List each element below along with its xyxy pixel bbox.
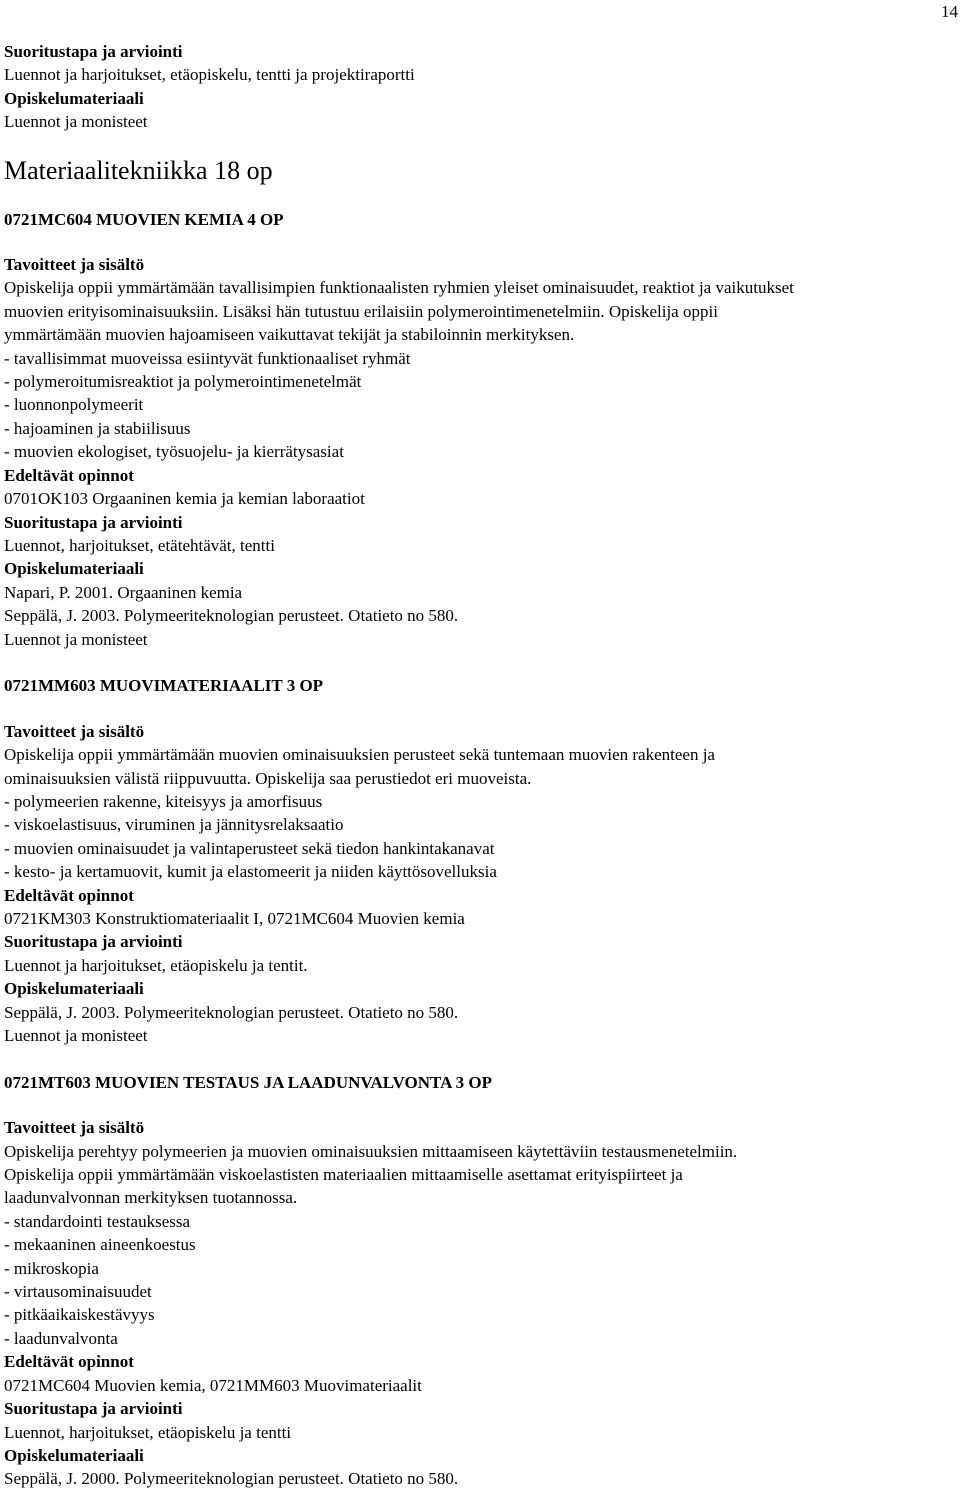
topic-item: - kesto- ja kertamuovit, kumit ja elastomeerit ja niiden käyttösovelluksia [4, 862, 497, 882]
intro-method-text: Luennot ja harjoitukset, etäopiskelu, tentti ja projektiraportti [4, 65, 415, 85]
topic-item: - mikroskopia [4, 1258, 99, 1278]
goals-label: Tavoitteet ja sisältö [4, 255, 145, 275]
intro-block [4, 40, 954, 134]
material-item: Luennot ja monisteet [4, 629, 148, 649]
page-number: 14 [941, 2, 958, 21]
course-block [4, 674, 954, 1047]
topic-item: - hajoaminen ja stabiilisuus [4, 418, 191, 438]
topic-item: - pitkäaikaiskestävyys [4, 1305, 155, 1325]
topic-item: - luonnonpolymeerit [4, 395, 144, 415]
goals-label: Tavoitteet ja sisältö [4, 1118, 145, 1138]
material-item: Seppälä, J. 2003. Polymeeriteknologian perusteet. Otatieto no 580. [4, 606, 459, 626]
course-title: 0721MC604 MUOVIEN KEMIA 4 OP [4, 209, 284, 229]
topic-item: - polymeroitumisreaktiot ja polymerointimenetelmät [4, 372, 362, 392]
goals-line: Opiskelija oppii ymmärtämään viskoelastisten materiaalien mittaamiselle asettamat erityispiirteet ja [4, 1165, 683, 1185]
goals-line: ominaisuuksien välistä riippuvuutta. Opiskelija saa perustiedot eri muoveista. [4, 768, 532, 788]
goals-line: Opiskelija oppii ymmärtämään muovien ominaisuuksien perusteet sekä tuntemaan muovien rakenteen ja [4, 745, 715, 765]
goals-line: laadunvalvonnan merkityksen tuotannossa. [4, 1188, 298, 1208]
method-label: Suoritustapa ja arviointi [4, 932, 183, 952]
topic-item: - polymeerien rakenne, kiteisyys ja amorfisuus [4, 791, 323, 811]
section-heading: Materiaalitekniikka 18 op [4, 155, 273, 185]
topic-item: - viskoelastisuus, viruminen ja jännitysrelaksaatio [4, 815, 344, 835]
goals-line: Opiskelija oppii ymmärtämään tavallisimpien funktionaalisten ryhmien yleiset ominaisuudet, reaktiot ja vaikutukset [4, 278, 794, 298]
method-label: Suoritustapa ja arviointi [4, 1399, 183, 1419]
method-text: Luennot, harjoitukset, etäopiskelu ja tentti [4, 1422, 292, 1442]
course-title: 0721MT603 MUOVIEN TESTAUS JA LAADUNVALVONTA 3 OP [4, 1072, 493, 1092]
topic-item: - standardointi testauksessa [4, 1211, 191, 1231]
prereq-text: 0721MC604 Muovien kemia, 0721MM603 Muovimateriaalit [4, 1375, 422, 1395]
method-label: Suoritustapa ja arviointi [4, 512, 183, 532]
intro-material-label: Opiskelumateriaali [4, 88, 144, 108]
goals-line: ymmärtämään muovien hajoamiseen vaikuttavat tekijät ja stabiloinnin merkityksen. [4, 325, 575, 345]
material-label: Opiskelumateriaali [4, 559, 144, 579]
material-item: Napari, P. 2001. Orgaaninen kemia [4, 582, 243, 602]
course-title: 0721MM603 MUOVIMATERIAALIT 3 OP [4, 676, 324, 696]
topic-item: - muovien ominaisuudet ja valintaperusteet sekä tiedon hankintakanavat [4, 838, 495, 858]
material-item: Seppälä, J. 2003. Polymeeriteknologian perusteet. Otatieto no 580. [4, 1002, 459, 1022]
intro-method-label: Suoritustapa ja arviointi [4, 42, 183, 61]
goals-line: Opiskelija perehtyy polymeerien ja muovien ominaisuuksien mittaamiseen käytettäviin testausmenetelmiin. [4, 1141, 738, 1161]
method-text: Luennot ja harjoitukset, etäopiskelu ja tentit. [4, 955, 308, 975]
prereq-text: 0721KM303 Konstruktiomateriaalit I, 0721MC604 Muovien kemia [4, 908, 465, 928]
course-block [4, 1071, 954, 1491]
topic-item: - muovien ekologiset, työsuojelu- ja kierrätysasiat [4, 442, 344, 462]
topic-item: - virtausominaisuudet [4, 1282, 152, 1302]
material-label: Opiskelumateriaali [4, 1445, 144, 1465]
goals-line: muovien erityisominaisuuksiin. Lisäksi hän tutustuu erilaisiin polymerointimenetelmiin. Opiskelija oppii [4, 301, 718, 321]
prereq-label: Edeltävät opinnot [4, 465, 134, 485]
topic-item: - tavallisimmat muoveissa esiintyvät funktionaaliset ryhmät [4, 348, 411, 368]
topic-item: - laadunvalvonta [4, 1328, 118, 1348]
course-block [4, 208, 954, 651]
document-body [4, 40, 954, 1491]
material-item: Luennot ja monisteet [4, 1026, 148, 1046]
prereq-label: Edeltävät opinnot [4, 885, 134, 905]
topic-item: - mekaaninen aineenkoestus [4, 1235, 196, 1255]
material-label: Opiskelumateriaali [4, 979, 144, 999]
method-text: Luennot, harjoitukset, etätehtävät, tentti [4, 535, 275, 555]
goals-label: Tavoitteet ja sisältö [4, 721, 145, 741]
prereq-label: Edeltävät opinnot [4, 1352, 134, 1372]
intro-material-text: Luennot ja monisteet [4, 112, 148, 132]
prereq-text: 0701OK103 Orgaaninen kemia ja kemian laboraatiot [4, 489, 365, 509]
material-item: Seppälä, J. 2000. Polymeeriteknologian perusteet. Otatieto no 580. [4, 1469, 459, 1489]
